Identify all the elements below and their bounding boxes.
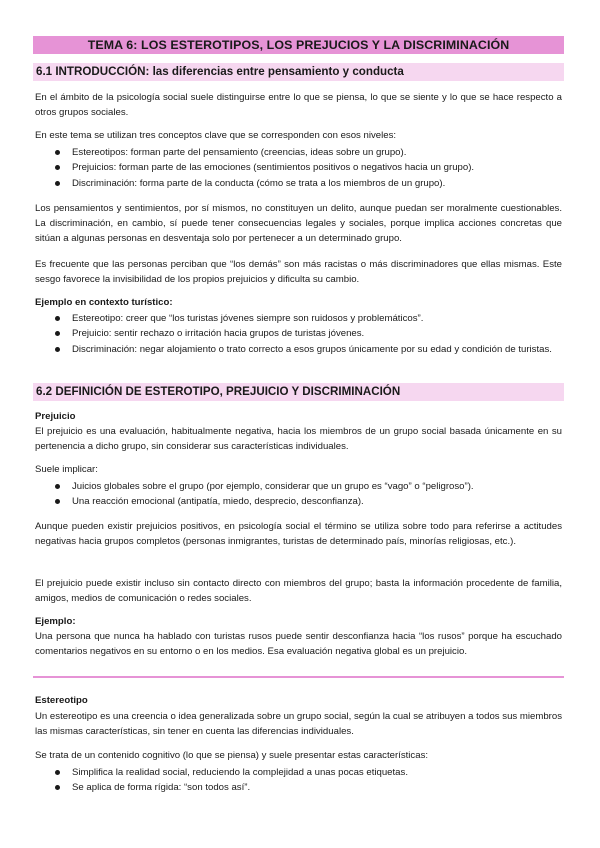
paragraph: Es frecuente que las personas perciban que “los demás” son más racistas o más discriminadores que ellas mismas. Este sesgo favorece la invisibilidad de los propios prejuicios y dificulta su cambio. (35, 259, 562, 286)
list-item: Discriminación: negar alojamiento o trato correcto a esos grupos únicamente por su edad y condición de turistas. (35, 342, 562, 357)
bullet-icon (55, 770, 60, 775)
paragraph: Un estereotipo es una creencia o idea generalizada sobre un grupo social, según la cual se atribuyen a todos sus miembros las mismas características, sin tener en cuenta las diferencias individuales. (35, 711, 562, 738)
list-item: Prejuicios: forman parte de las emociones (sentimientos positivos o negativos hacia un grupo). (35, 160, 562, 175)
list-item: Estereotipos: forman parte del pensamiento (creencias, ideas sobre un grupo). (35, 145, 562, 160)
list-item: Simplifica la realidad social, reduciendo la complejidad a unas pocas etiquetas. (35, 765, 562, 780)
document-title: TEMA 6: LOS ESTEROTIPOS, LOS PREJUCIOS Y LA DISCRIMINACIÓN (33, 36, 564, 54)
list-item: Juicios globales sobre el grupo (por ejemplo, considerar que un grupo es “vago” o “peligroso”). (35, 479, 562, 494)
bullet-icon (55, 150, 60, 155)
section-divider (33, 676, 564, 678)
paragraph: Se trata de un contenido cognitivo (lo que se piensa) y suele presentar estas características: (35, 750, 429, 761)
list-item: Se aplica de forma rígida: “son todos así”. (35, 780, 562, 795)
paragraph: En este tema se utilizan tres conceptos clave que se corresponden con esos niveles: (35, 130, 397, 141)
paragraph: El prejuicio puede existir incluso sin contacto directo con miembros del grupo; basta la información procedente de familia, amigos, medios de comunicación o redes sociales. (35, 578, 562, 605)
list-item: Estereotipo: creer que “los turistas jóvenes siempre son ruidosos y problemáticos”. (35, 311, 562, 326)
section-heading-6-1: 6.1 INTRODUCCIÓN: las diferencias entre pensamiento y conducta (33, 63, 564, 81)
caracteristicas-list (35, 765, 562, 796)
prejuicio-heading: Prejuicio (35, 411, 76, 422)
list-item: Discriminación: forma parte de la conducta (cómo se trata a los miembros de un grupo). (35, 176, 562, 191)
bullet-icon (55, 181, 60, 186)
bullet-icon (55, 331, 60, 336)
example-heading: Ejemplo en contexto turístico: (35, 297, 173, 308)
paragraph: El prejuicio es una evaluación, habitualmente negativa, hacia los miembros de un grupo social basada únicamente en su pertenencia a dicho grupo, sin considerar sus características individuales. (35, 426, 562, 453)
bullet-icon (55, 347, 60, 352)
estereotipo-heading: Estereotipo (35, 695, 88, 706)
paragraph: Los pensamientos y sentimientos, por sí mismos, no constituyen un delito, aunque puedan ser moralmente cuestionables. La discriminación, en cambio, sí puede tener consecuencias legales y sociales, porque implica acciones concretas que sitúan a algunas personas en desventaja solo por pertenecer a un determinado grupo. (35, 203, 562, 245)
bullet-icon (55, 484, 60, 489)
list-item: Una reacción emocional (antipatía, miedo, desprecio, desconfianza). (35, 494, 562, 509)
implica-list (35, 479, 562, 510)
bullet-icon (55, 499, 60, 504)
list-item: Prejuicio: sentir rechazo o irritación hacia grupos de turistas jóvenes. (35, 326, 562, 341)
bullet-icon (55, 316, 60, 321)
section-heading-6-2: 6.2 DEFINICIÓN DE ESTEROTIPO, PREJUICIO Y DISCRIMINACIÓN (33, 383, 564, 401)
paragraph: Una persona que nunca ha hablado con turistas rusos puede sentir desconfianza hacia “los rusos” porque ha escuchado comentarios negativos en su entorno o en los medios. Esa evaluación negativa global es un prejuicio. (35, 631, 562, 658)
paragraph: Aunque pueden existir prejuicios positivos, en psicología social el término se utiliza sobre todo para referirse a actitudes negativas hacia grupos completos (personas inmigrantes, turistas de determinado país, minorías religiosas, etc.). (35, 521, 562, 548)
bullet-icon (55, 785, 60, 790)
ejemplo-heading: Ejemplo: (35, 616, 76, 627)
examples-list (35, 311, 562, 357)
bullet-icon (55, 165, 60, 170)
concepts-list (35, 145, 562, 191)
paragraph: En el ámbito de la psicología social suele distinguirse entre lo que se piensa, lo que se siente y lo que se hace respecto a otros grupos sociales. (35, 92, 562, 119)
paragraph: Suele implicar: (35, 464, 98, 475)
